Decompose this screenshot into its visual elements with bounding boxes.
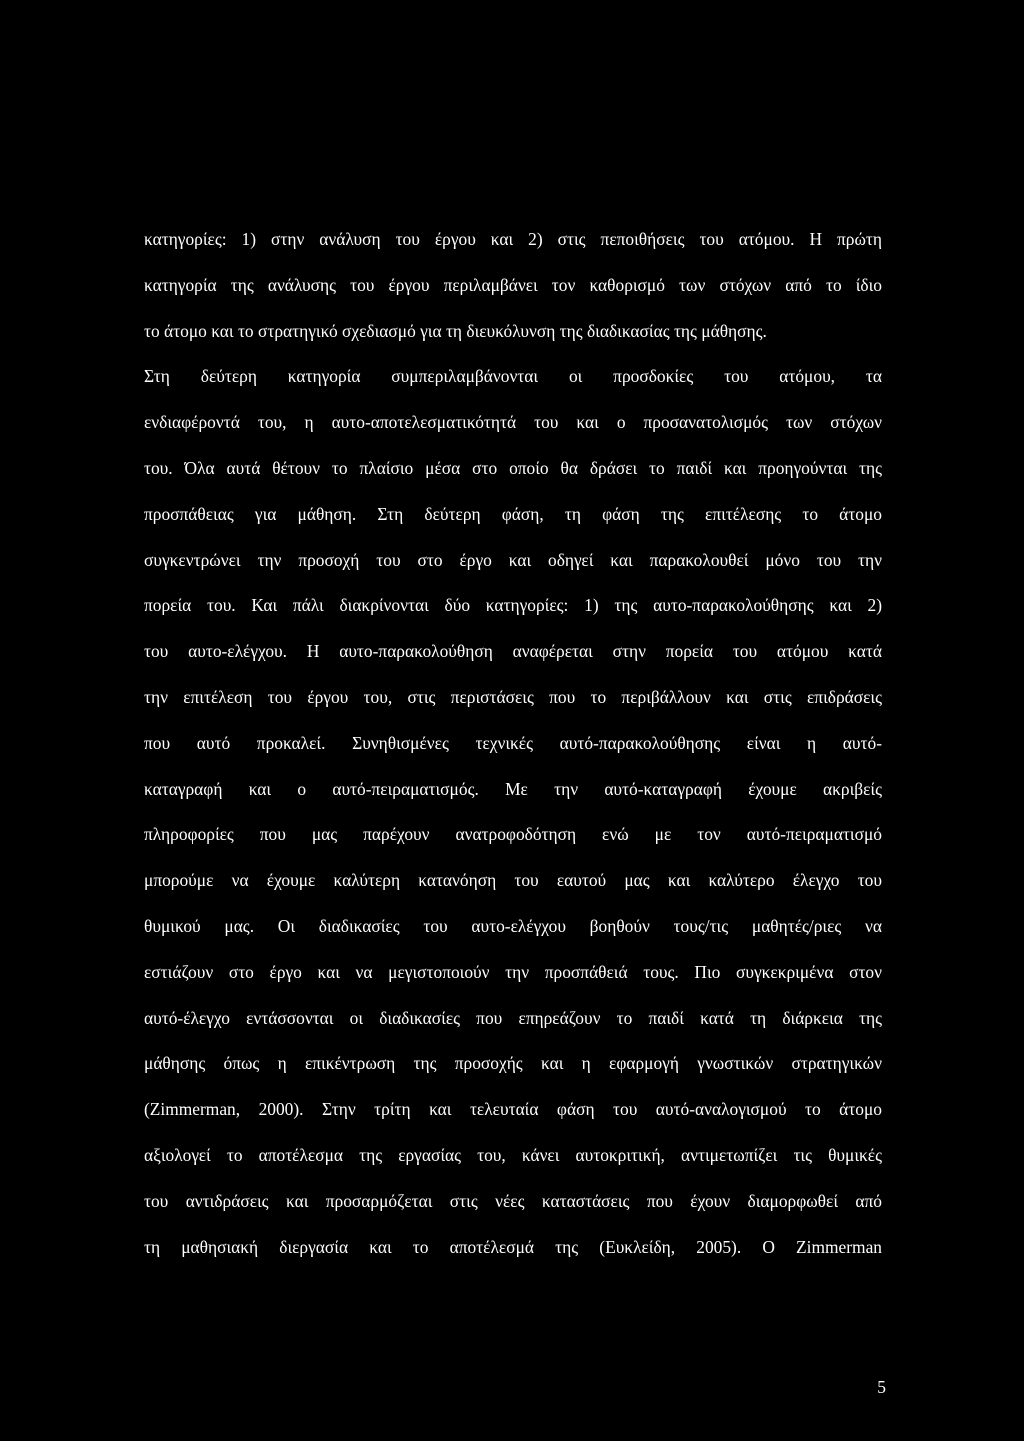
text-line: του. Όλα αυτά θέτουν το πλαίσιο μέσα στο οποίο θα δράσει το παιδί και προηγούνται της: [144, 457, 882, 478]
text-line: του αυτο-ελέγχου. Η αυτο-παρακολούθηση αναφέρεται στην πορεία του ατόμου κατά: [144, 641, 882, 662]
text-line: εστιάζουν στο έργο και να μεγιστοποιούν την προσπάθειά τους. Πιο συγκεκριμένα στον: [144, 961, 882, 982]
text-line: ενδιαφέροντά του, η αυτο-αποτελεσματικότητά του και ο προσανατολισμός των στόχων: [144, 412, 882, 433]
text-line: το άτομο και το στρατηγικό σχεδιασμό για τη διευκόλυνση της διαδικασίας της μάθησης.: [144, 320, 767, 341]
text-line: μάθησης όπως η επικέντρωση της προσοχής και η εφαρμογή γνωστικών στρατηγικών: [144, 1053, 882, 1074]
text-line: προσπάθειας για μάθηση. Στη δεύτερη φάση, τη φάση της επιτέλεσης το άτομο: [144, 503, 882, 524]
body-paragraph: [144, 224, 882, 1277]
text-line: θυμικού μας. Οι διαδικασίες του αυτο-ελέγχου βοηθούν τους/τις μαθητές/ριες να: [144, 915, 882, 936]
text-line: καταγραφή και ο αυτό-πειραματισμός. Με την αυτό-καταγραφή έχουμε ακριβείς: [144, 778, 882, 799]
text-line: κατηγορία της ανάλυσης του έργου περιλαμβάνει τον καθορισμό των στόχων από το ίδιο: [144, 274, 882, 295]
text-line: την επιτέλεση του έργου του, στις περιστάσεις που το περιβάλλουν και στις επιδράσεις: [144, 686, 882, 707]
text-line: μπορούμε να έχουμε καλύτερη κατανόηση του εαυτού μας και καλύτερο έλεγχο του: [144, 870, 882, 891]
text-line: αυτό-έλεγχο εντάσσονται οι διαδικασίες που επηρεάζουν το παιδί κατά τη διάρκεια της: [144, 1007, 882, 1028]
text-line: του αντιδράσεις και προσαρμόζεται στις νέες καταστάσεις που έχουν διαμορφωθεί από: [144, 1190, 882, 1211]
text-line: πορεία του. Και πάλι διακρίνονται δύο κατηγορίες: 1) της αυτο-παρακολούθησης και 2): [144, 595, 882, 616]
text-line: κατηγορίες: 1) στην ανάλυση του έργου και 2) στις πεποιθήσεις του ατόμου. Η πρώτη: [144, 229, 882, 249]
text-line: Στη δεύτερη κατηγορία συμπεριλαμβάνονται οι προσδοκίες του ατόμου, τα: [144, 366, 882, 387]
text-line: συγκεντρώνει την προσοχή του στο έργο και οδηγεί και παρακολουθεί μόνο του την: [144, 549, 882, 570]
text-line: τη μαθησιακή διεργασία και το αποτέλεσμά της (Ευκλείδη, 2005). Ο Zimmerman: [144, 1236, 882, 1257]
page-number: 5: [877, 1377, 886, 1397]
text-line: αξιολογεί το αποτέλεσμα της εργασίας του, κάνει αυτοκριτική, αντιμετωπίζει τις θυμικές: [144, 1144, 882, 1165]
text-line: (Zimmerman, 2000). Στην τρίτη και τελευταία φάση του αυτό-αναλογισμού το άτομο: [144, 1099, 882, 1120]
text-line: που αυτό προκαλεί. Συνηθισμένες τεχνικές αυτό-παρακολούθησης είναι η αυτό-: [144, 732, 882, 753]
text-line: πληροφορίες που μας παρέχουν ανατροφοδότηση ενώ με τον αυτό-πειραματισμό: [144, 824, 882, 845]
